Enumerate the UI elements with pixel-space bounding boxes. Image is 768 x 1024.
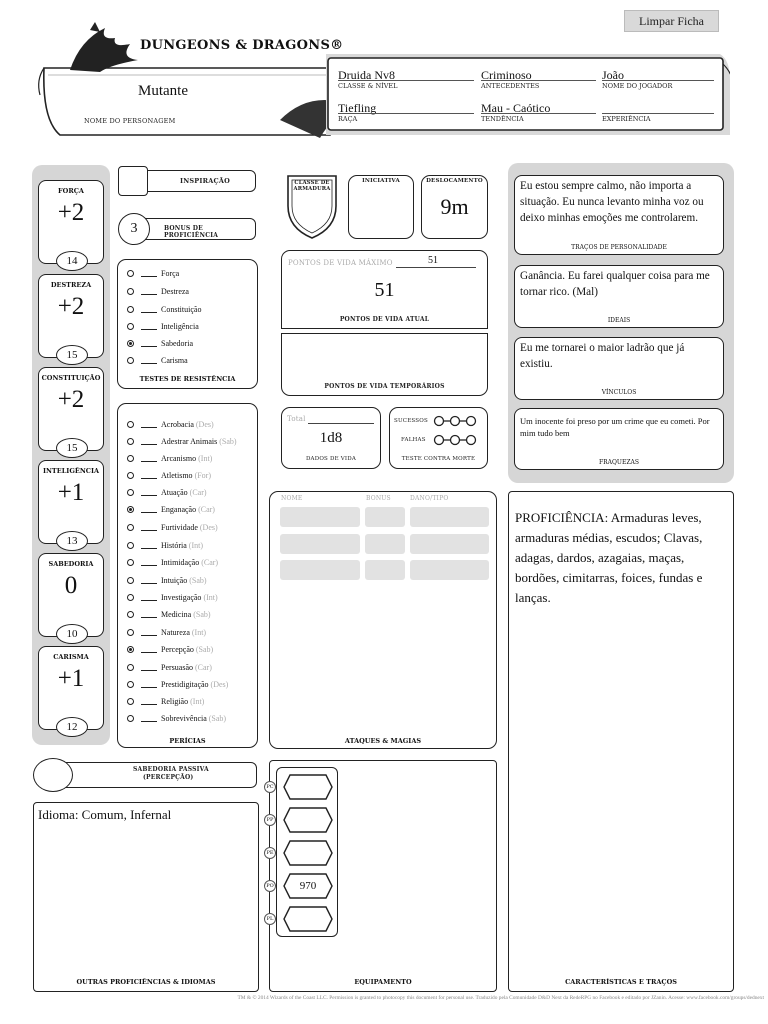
dragon-logo-icon (60, 20, 150, 75)
features-title: CARACTERÍSTICAS E TRAÇOS (565, 978, 677, 986)
other-proficiencies-title: OUTRAS PROFICIÊNCIAS & IDIOMAS (76, 978, 216, 986)
attack-bonus-cell[interactable] (365, 534, 405, 554)
ability-score[interactable]: 12 (56, 717, 88, 737)
ability-score[interactable]: 14 (56, 251, 88, 271)
skill-attribute: (Sab) (189, 575, 207, 585)
proficiency-dot[interactable] (127, 646, 134, 653)
proficiency-dot[interactable] (127, 288, 134, 295)
skill-attribute: (Int) (203, 592, 218, 602)
skill-row[interactable] (127, 555, 218, 569)
personality-label: TRAÇOS DE PERSONALIDADE (571, 244, 667, 251)
personality-text[interactable]: Eu estou sempre calmo, não importa a situação. Eu nunca levanto minha voz ou deixo minhas emoções me controlarem. (520, 180, 704, 224)
hp-current-value[interactable]: 51 (374, 279, 395, 301)
saving-throw-row[interactable] (127, 266, 179, 280)
skill-row[interactable] (127, 607, 211, 621)
saving-throw-name: Inteligência (161, 321, 199, 331)
value-line[interactable] (141, 610, 157, 618)
attacks-title: ATAQUES & MAGIAS (344, 737, 422, 745)
passive-perception-value[interactable] (33, 758, 73, 792)
value-line[interactable] (141, 454, 157, 462)
ideals-box (514, 265, 724, 328)
proficiency-dot[interactable] (127, 698, 134, 705)
skill-attribute: (Int) (191, 627, 207, 637)
death-save-failure-circles[interactable] (433, 434, 479, 446)
bonds-label: VÍNCULOS (601, 389, 637, 396)
ability-name: SABEDORIA (48, 560, 94, 568)
player-name-label: NOME DO JOGADOR (602, 80, 714, 90)
value-line[interactable] (141, 488, 157, 496)
flaws-box (514, 408, 724, 470)
skill-row[interactable] (127, 520, 218, 534)
attack-damage-cell[interactable] (410, 560, 489, 580)
ability-name: INTELIGÊNCIA (42, 467, 100, 475)
skill-row[interactable] (127, 573, 207, 587)
skill-name: Adestrar Animais (161, 436, 218, 446)
skill-name: Persuasão (161, 662, 193, 672)
saving-throw-name: Destreza (161, 286, 189, 296)
speed-label: DESLOCAMENTO (426, 178, 483, 184)
saving-throw-name: Constituição (161, 304, 202, 314)
initiative-label: INICIATIVA (362, 178, 400, 184)
ability-modifier[interactable]: +2 (57, 199, 85, 226)
skill-attribute: (For) (194, 470, 212, 480)
skill-attribute: (Des) (195, 419, 214, 429)
alignment-value[interactable]: Mau - Caótico (481, 101, 551, 115)
hp-max-label: PONTOS DE VIDA MÁXIMO (288, 259, 393, 267)
skill-attribute: (Car) (201, 557, 219, 567)
coin-pc[interactable] (282, 773, 334, 801)
skill-name: Atuação (161, 487, 188, 497)
skill-row[interactable] (127, 660, 212, 674)
ability-name: DESTREZA (50, 281, 92, 289)
value-line[interactable] (141, 663, 157, 671)
proficiency-dot[interactable] (127, 594, 134, 601)
background-value[interactable]: Criminoso (481, 68, 532, 82)
saving-throw-name: Carisma (161, 355, 188, 365)
attacks-col-damage: DANO/TIPO (410, 495, 449, 502)
speed-value[interactable]: 9m (440, 194, 469, 219)
inspiration-label: INSPIRAÇÃO (180, 177, 230, 185)
ideals-text[interactable]: Ganância. Eu farei qualquer coisa para me tornar rico. (Mal) (520, 270, 710, 298)
other-proficiencies-text[interactable]: Idioma: Comum, Infernal (38, 807, 172, 822)
skill-attribute: (Car) (195, 662, 212, 672)
ability-name: CONSTITUIÇÃO (41, 374, 101, 382)
value-line[interactable] (141, 287, 157, 295)
skill-name: Intimidação (161, 557, 200, 567)
clear-sheet-button[interactable]: Limpar Ficha (624, 10, 719, 32)
ability-modifier[interactable]: +1 (57, 665, 85, 692)
race-value[interactable]: Tiefling (338, 101, 377, 115)
skill-attribute: (Car) (189, 487, 207, 497)
ability-modifier[interactable]: 0 (64, 572, 78, 599)
hp-max-value[interactable]: 51 (428, 255, 438, 266)
hit-dice-label: DADOS DE VIDA (305, 456, 357, 462)
coin-label: PE (264, 847, 276, 859)
skill-attribute: (Int) (198, 453, 213, 463)
ideals-label: IDEAIS (607, 317, 631, 324)
ability-name: CARISMA (53, 653, 89, 661)
skill-name: Sobrevivência (161, 713, 207, 723)
proficiency-dot[interactable] (127, 577, 134, 584)
value-line[interactable] (141, 339, 157, 347)
race-label: RAÇA (338, 113, 474, 123)
saving-throw-row[interactable] (127, 284, 189, 298)
proficiency-dot[interactable] (127, 559, 134, 566)
skill-attribute: (Car) (198, 504, 215, 514)
armor-class-label: CLASSE DE ARMADURA (293, 180, 331, 192)
value-line[interactable] (141, 628, 157, 636)
value-line[interactable] (141, 471, 157, 479)
ability-wisdom (38, 553, 104, 640)
skill-name: Atletismo (161, 470, 193, 480)
proficiency-bonus-label: BONUS DE PROFICIÊNCIA (164, 225, 219, 239)
coin-value[interactable] (282, 773, 334, 801)
skill-name: Prestidigitação (161, 679, 209, 689)
passive-perception-field (33, 758, 259, 792)
skill-row[interactable] (127, 590, 218, 604)
skill-row[interactable] (127, 417, 214, 431)
inspiration-checkbox[interactable] (118, 166, 148, 196)
value-line[interactable] (141, 437, 157, 445)
attack-name-cell[interactable] (280, 534, 360, 554)
value-line[interactable] (141, 505, 157, 513)
value-line[interactable] (141, 541, 157, 549)
footer-copyright: TM & © 2014 Wizards of the Coast LLC. Permission is granted to photocopy this document for personal use. Traduzido pela Comunidade D&D Next da RedeRPG no Facebook e editado por JZanin. Acesse: www.facebook.com/groups/dednext (237, 995, 764, 1001)
coin-pe[interactable] (282, 839, 334, 867)
skill-row[interactable] (127, 711, 226, 725)
ability-modifier[interactable]: +2 (57, 293, 85, 320)
bonds-text[interactable]: Eu me tornarei o maior ladrão que já existiu. (520, 342, 685, 370)
ability-intelligence (38, 460, 104, 547)
value-line[interactable] (141, 356, 157, 364)
value-line[interactable] (141, 714, 157, 722)
skill-name: Religião (161, 696, 189, 706)
attack-damage-cell[interactable] (410, 507, 489, 527)
proficiency-dot[interactable] (127, 489, 134, 496)
hp-max-line (396, 267, 476, 268)
value-line[interactable] (141, 680, 157, 688)
skill-name: Investigação (161, 592, 202, 602)
inspiration-field (118, 166, 258, 196)
death-saves-label: TESTE CONTRA MORTE (401, 456, 476, 462)
skill-name: Medicina (161, 609, 192, 619)
skill-name: Intuição (161, 575, 188, 585)
personality-box (514, 175, 724, 255)
proficiency-dot[interactable] (127, 611, 134, 618)
coin-value[interactable] (282, 905, 334, 933)
class-level-value[interactable]: Druida Nv8 (338, 68, 395, 82)
skill-row[interactable] (127, 694, 204, 708)
skill-row[interactable] (127, 677, 228, 691)
skill-name: Furtividade (161, 522, 198, 532)
equipment-title: EQUIPAMENTO (354, 978, 412, 986)
coin-label: PL (264, 913, 276, 925)
flaws-label: FRAQUEZAS (599, 459, 639, 466)
ability-score[interactable]: 10 (56, 624, 88, 644)
coin-value[interactable] (282, 839, 334, 867)
proficiency-dot[interactable] (127, 472, 134, 479)
ability-name: FORÇA (58, 187, 84, 195)
other-proficiencies-box (33, 802, 259, 992)
attacks-col-bonus: BONUS (366, 495, 391, 502)
proficiency-dot[interactable] (127, 506, 134, 513)
value-line[interactable] (141, 269, 157, 277)
saving-throws-title: TESTES DE RESISTÊNCIA (139, 375, 236, 383)
logo-text: DUNGEONS & DRAGONS® (140, 38, 344, 53)
ability-modifier[interactable]: +2 (57, 386, 85, 413)
hit-dice-total-label: Total (287, 415, 306, 423)
skill-row[interactable] (127, 625, 206, 639)
coin-label: PC (264, 781, 276, 793)
saving-throw-row[interactable] (127, 336, 193, 350)
proficiency-dot[interactable] (127, 715, 134, 722)
class-level-label: CLASSE & NÍVEL (338, 80, 474, 90)
proficiency-dot[interactable] (127, 681, 134, 688)
proficiency-dot[interactable] (127, 629, 134, 636)
skill-name: Acrobacia (161, 419, 194, 429)
ability-constitution (38, 367, 104, 454)
failures-label: FALHAS (401, 437, 426, 443)
coin-value[interactable]: 970 (299, 880, 317, 892)
value-line[interactable] (141, 697, 157, 705)
value-line[interactable] (141, 645, 157, 653)
ability-modifier[interactable]: +1 (57, 479, 85, 506)
skill-row[interactable] (127, 642, 213, 656)
ability-strength (38, 180, 104, 267)
skill-attribute: (Des) (199, 522, 218, 532)
saving-throw-row[interactable] (127, 319, 199, 333)
ability-score[interactable]: 15 (56, 345, 88, 365)
features-box (508, 491, 734, 992)
proficiency-dot[interactable] (127, 455, 134, 462)
value-line[interactable] (141, 523, 157, 531)
alignment-label: TENDÊNCIA (481, 113, 596, 123)
skill-row[interactable] (127, 502, 215, 516)
skill-attribute: (Sab) (195, 644, 214, 654)
ability-charisma (38, 646, 104, 733)
skill-name: Natureza (161, 627, 190, 637)
ability-score[interactable]: 13 (56, 531, 88, 551)
ability-dexterity (38, 274, 104, 361)
proficiency-dot[interactable] (127, 542, 134, 549)
background-label: ANTECEDENTES (481, 80, 596, 90)
proficiency-dot[interactable] (127, 524, 134, 531)
skill-row[interactable] (127, 434, 237, 448)
saving-throw-row[interactable] (127, 353, 188, 367)
death-save-success-circles[interactable] (433, 415, 479, 427)
value-line[interactable] (141, 593, 157, 601)
value-line[interactable] (141, 420, 157, 428)
coin-value[interactable] (282, 806, 334, 834)
coin-label: PO (264, 880, 276, 892)
value-line[interactable] (141, 305, 157, 313)
skill-attribute: (Sab) (193, 609, 211, 619)
proficiency-dot[interactable] (127, 323, 134, 330)
proficiency-bonus-value[interactable]: 3 (118, 213, 150, 245)
skill-name: Percepção (161, 644, 194, 654)
saving-throw-name: Força (161, 268, 180, 278)
proficiency-dot[interactable] (127, 340, 134, 347)
temp-hp-label: PONTOS DE VIDA TEMPORÁRIOS (324, 383, 445, 390)
xp-label: EXPERIÊNCIA (602, 113, 714, 123)
attack-name-cell[interactable] (280, 507, 360, 527)
skill-attribute: (Sab) (208, 713, 227, 723)
skill-attribute: (Des) (210, 679, 229, 689)
coin-pl[interactable] (282, 905, 334, 933)
features-text[interactable]: PROFICIÊNCIA: Armaduras leves, armaduras médias, escudos; Clavas, adagas, dardos, azagaias, maças, bordões, cimitarras, foices, fundas e lanças. (515, 510, 703, 605)
proficiency-dot[interactable] (127, 357, 134, 364)
successes-label: SUCESSOS (394, 418, 428, 424)
hit-dice-value[interactable]: 1d8 (319, 430, 343, 446)
attacks-box (269, 491, 497, 749)
initiative-box (348, 175, 414, 239)
character-name-label: NOME DO PERSONAGEM (84, 117, 176, 125)
attack-bonus-cell[interactable] (365, 507, 405, 527)
skill-name: História (161, 540, 187, 550)
coin-po[interactable] (282, 872, 334, 900)
attack-bonus-cell[interactable] (365, 560, 405, 580)
proficiency-dot[interactable] (127, 270, 134, 277)
value-line[interactable] (141, 322, 157, 330)
proficiency-bonus-field (118, 213, 258, 245)
coin-pp[interactable] (282, 806, 334, 834)
saving-throw-name: Sabedoria (161, 338, 193, 348)
coin-label: PP (264, 814, 276, 826)
value-line[interactable] (141, 558, 157, 566)
passive-perception-label-1: SABEDORIA PASSIVA (133, 766, 209, 773)
bonds-box (514, 337, 724, 400)
attack-damage-cell[interactable] (410, 534, 489, 554)
proficiency-dot[interactable] (127, 421, 134, 428)
flaws-text[interactable]: Um inocente foi preso por um crime que eu cometi. Por mim tudo bem (520, 416, 710, 438)
proficiency-dot[interactable] (127, 306, 134, 313)
attacks-col-name: NOME (281, 495, 303, 502)
skill-name: Arcanismo (161, 453, 197, 463)
hit-dice-total-line (308, 423, 374, 424)
skill-attribute: (Int) (188, 540, 203, 550)
skill-attribute: (Int) (190, 696, 205, 706)
skills-title: PERÍCIAS (169, 737, 206, 745)
player-name-value[interactable]: João (602, 68, 624, 82)
proficiency-dot[interactable] (127, 664, 134, 671)
skill-row[interactable] (127, 485, 207, 499)
skill-attribute: (Sab) (219, 436, 237, 446)
ability-score[interactable]: 15 (56, 438, 88, 458)
hp-current-label: PONTOS DE VIDA ATUAL (339, 316, 430, 323)
skill-row[interactable] (127, 468, 211, 482)
passive-perception-label-2: (PERCEPÇÃO) (143, 774, 194, 781)
character-name[interactable]: Mutante (138, 83, 188, 99)
attack-name-cell[interactable] (280, 560, 360, 580)
skill-row[interactable] (127, 451, 212, 465)
proficiency-dot[interactable] (127, 438, 134, 445)
skill-row[interactable] (127, 538, 203, 552)
skill-name: Enganação (161, 504, 197, 514)
saving-throw-row[interactable] (127, 302, 201, 316)
value-line[interactable] (141, 576, 157, 584)
